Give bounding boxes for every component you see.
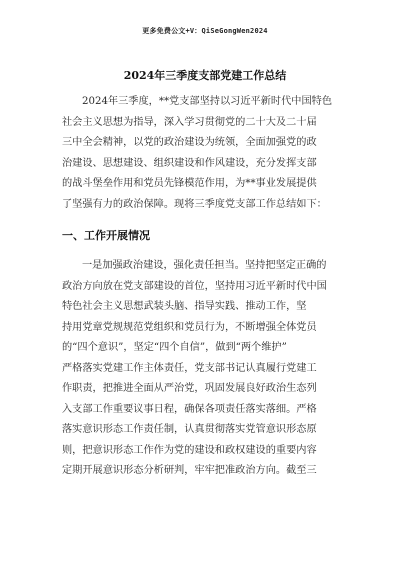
section-1-paragraph [62, 256, 348, 482]
intro-line: 社会主义思想为指导，深入学习贯彻党的二十大及二十届 [62, 116, 317, 128]
intro-paragraph [62, 92, 348, 215]
body-line: 严格落实党建工作主体责任，党支部书记认真履行党建工 [62, 362, 317, 374]
body-line: 特色社会主义思想武装头脑、指导实践、推动工作，坚 [62, 301, 307, 312]
intro-line: 治建设、思想建设、组织建设和作风建设，充分发挥支部 [62, 157, 317, 169]
section-heading: 一、工作开展情况 [62, 229, 150, 242]
body-line: 落实意识形态工作责任制，认真贯彻落实党管意识形态原 [62, 424, 317, 435]
body-line: 持用党章党规规范党组织和党员行为，不断增强全体党员 [62, 321, 317, 333]
body-line: 一是加强政治建设，强化责任担当。坚持把坚定正确的 [82, 260, 327, 271]
intro-line: 了坚强有力的政治保障。现将三季度党支部工作总结如下： [62, 198, 327, 210]
body-line: 的“四个意识”，坚定“四个自信”，做到“两个维护” [62, 342, 287, 353]
intro-line: 2024年三季度，**党支部坚持以习近平新时代中国特色 [82, 96, 333, 107]
header-note: 更多免费公文+V：QiSeGongWen2024 [142, 27, 268, 35]
document-title: 2024年三季度支部党建工作总结 [123, 69, 287, 82]
intro-line: 的战斗堡垒作用和党员先锋模范作用，为**事业发展提供 [62, 178, 317, 189]
body-line: 则，把意识形态工作作为党的建设和政权建设的重要内容 [62, 444, 317, 456]
body-line: 入支部工作重要议事日程，确保各项责任落实落细。严格 [62, 403, 317, 415]
intro-line: 三中全会精神，以党的政治建设为统领，全面加强党的政 [62, 137, 317, 148]
body-line: 定期开展意识形态分析研判，牢牢把准政治方向。截至三 [62, 465, 317, 476]
body-line: 政治方向放在党支部建设的首位，坚持用习近平新时代中国 [62, 280, 327, 292]
body-line: 作职责，把推进全面从严治党，巩固发展良好政治生态列 [62, 383, 317, 394]
